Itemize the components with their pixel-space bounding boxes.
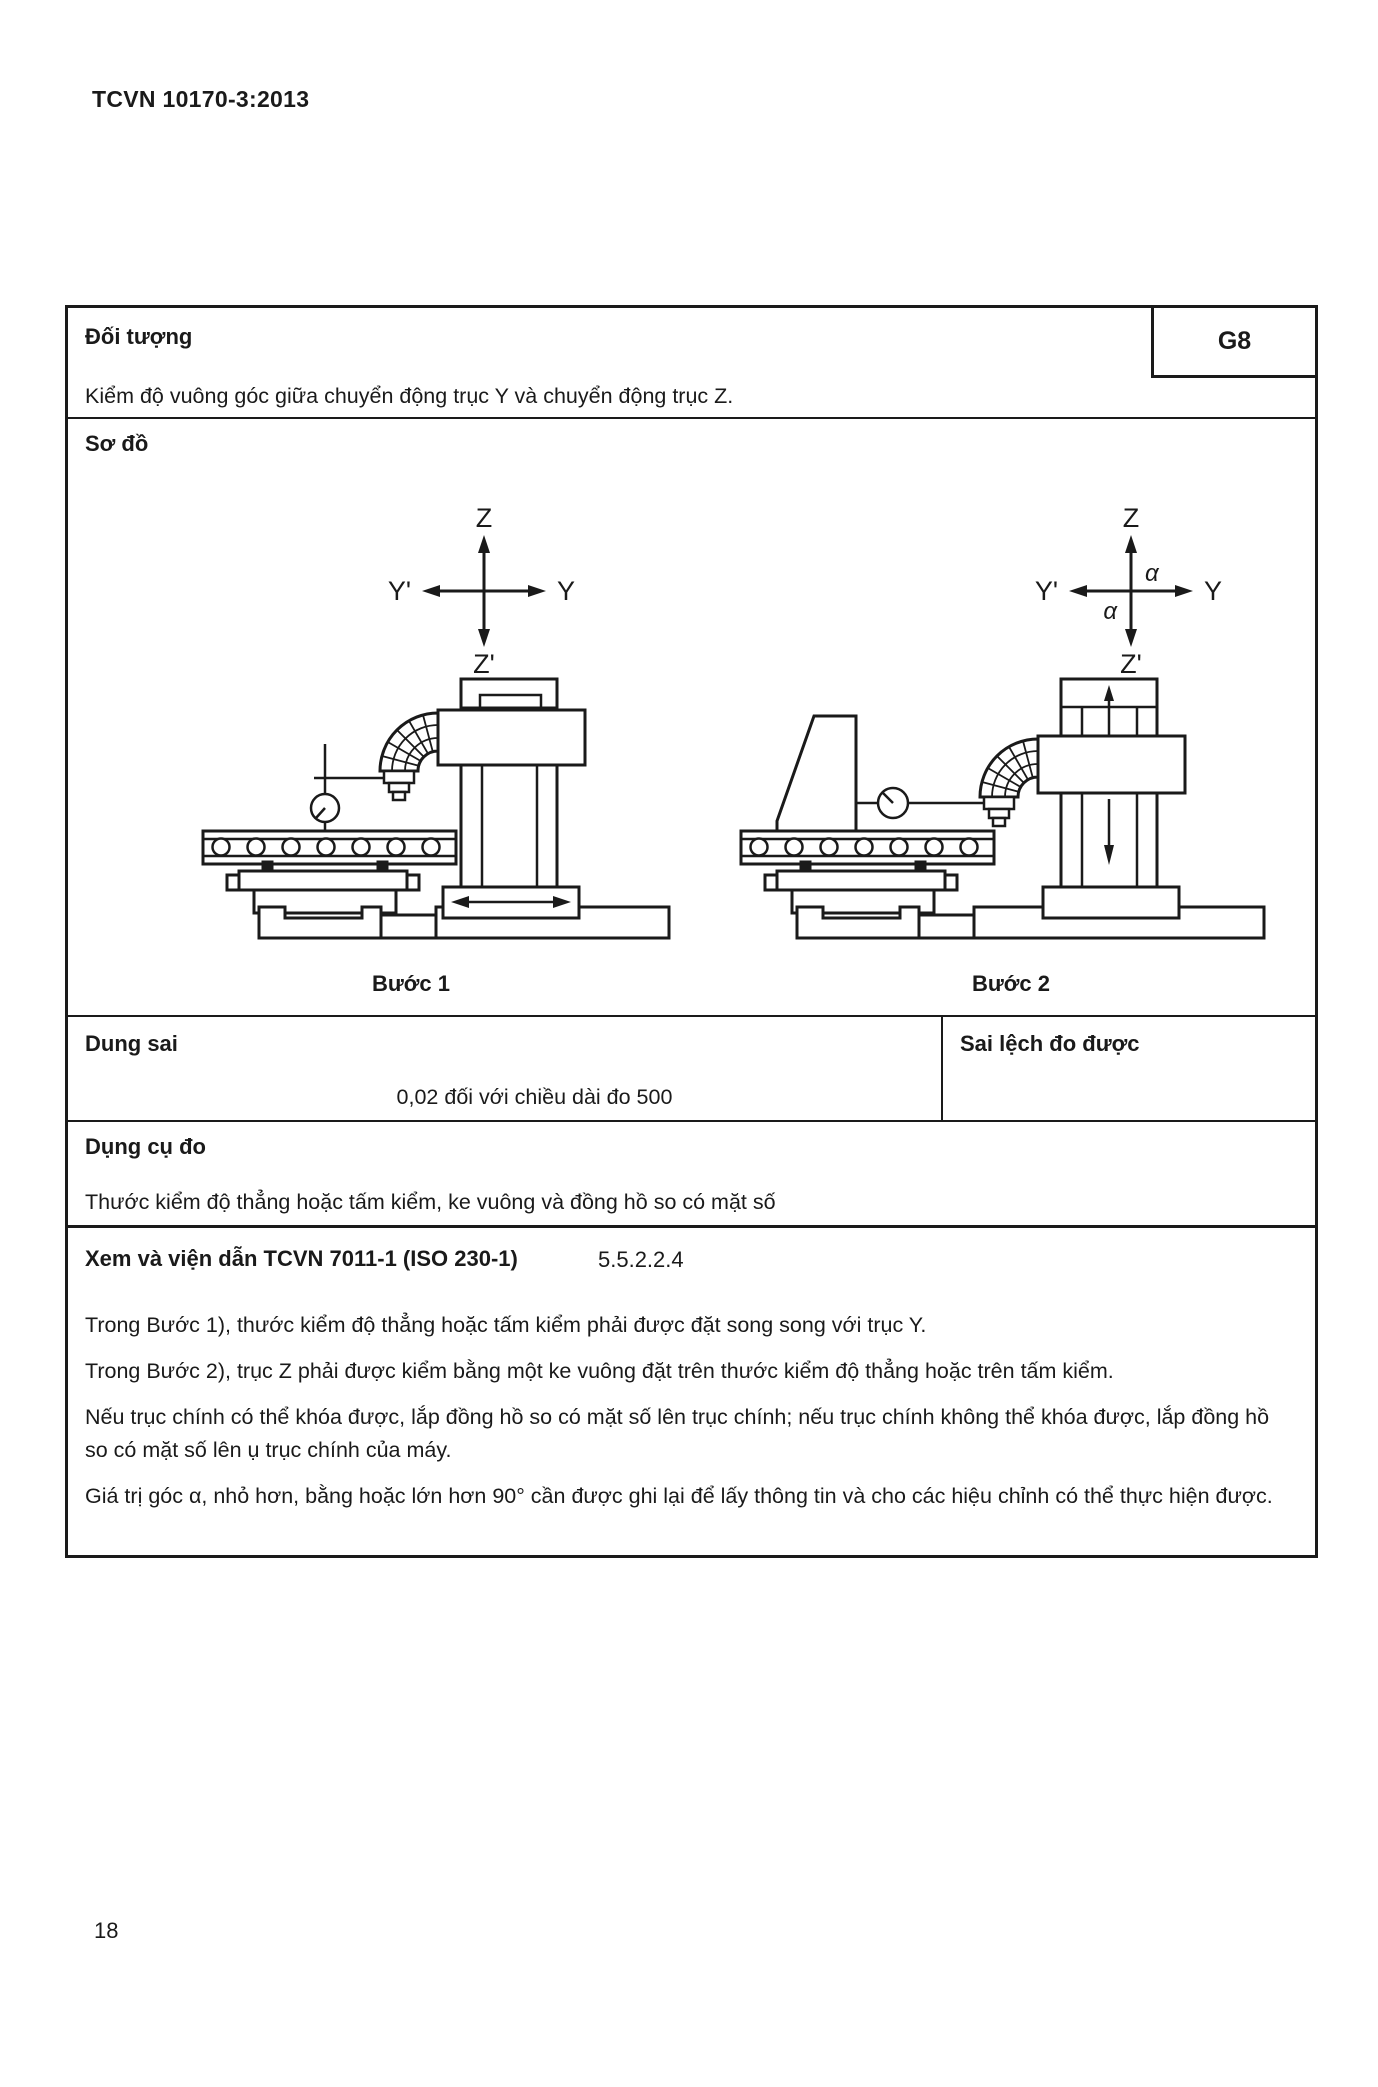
- axes-cross: [422, 535, 546, 647]
- headstock: [1038, 736, 1185, 793]
- observation-paragraph: Trong Bước 2), trục Z phải được kiểm bằng một ke vuông đặt trên thước kiểm độ thẳng hoặc trên tấm kiểm.: [85, 1359, 1114, 1383]
- observation-paragraph: Trong Bước 1), thước kiểm độ thẳng hoặc tấm kiểm phải được đặt song song với trục Y.: [85, 1313, 927, 1337]
- reference-label: Xem và viện dẫn TCVN 7011-1 (ISO 230-1): [85, 1246, 518, 1271]
- axis-arrow-left: [422, 585, 440, 597]
- instruments-label: Dụng cụ đo: [85, 1134, 206, 1159]
- axis-label-z-prime: Z': [1120, 649, 1142, 679]
- square-gauge: [777, 716, 856, 831]
- axis-arrow-right: [1175, 585, 1193, 597]
- diagram-row: [68, 419, 1315, 1017]
- column-cap: [461, 679, 557, 708]
- pedestal-tab: [765, 875, 777, 890]
- axis-label-z: Z: [475, 503, 493, 533]
- machine-diagram-step2: [721, 501, 1301, 971]
- object-label: Đối tượng: [85, 324, 193, 349]
- instruments-text: Thước kiểm độ thẳng hoặc tấm kiểm, ke vuông và đồng hồ so có mặt số: [85, 1190, 776, 1214]
- axis-label-y: Y: [557, 576, 576, 606]
- reference-clause: 5.5.2.2.4: [598, 1247, 684, 1272]
- machine-step2: [741, 679, 1264, 938]
- axis-arrow-right: [528, 585, 546, 597]
- axis-arrow-left: [1069, 585, 1087, 597]
- observation-paragraph: Nếu trục chính có thể khóa được, lắp đồng hồ so có mặt số lên trục chính; nếu trục chính không thể khóa được, lắp đồng hồ so có mặt số lên ụ trục chính của máy.: [85, 1405, 1270, 1462]
- observations-section: [68, 1294, 1315, 1555]
- machine-diagram-step1: [121, 501, 701, 971]
- spindle-nozzle: [384, 771, 414, 783]
- spindle-nozzle: [984, 797, 1014, 809]
- step2-caption: Bước 2: [971, 971, 1051, 996]
- alpha-label-upper: α: [1145, 560, 1159, 587]
- object-description: Kiểm độ vuông góc giữa chuyển động trục Y và chuyển động trục Z.: [85, 384, 734, 408]
- tolerance-row: [68, 1017, 1315, 1122]
- axis-label-y-prime: Y': [387, 576, 411, 606]
- object-row: [68, 308, 1315, 419]
- page-number: 18: [94, 1918, 119, 1943]
- headstock: [438, 710, 585, 765]
- base-connector: [919, 915, 979, 938]
- diagram-step1: [121, 501, 701, 976]
- observation-paragraph: Giá trị góc α, nhỏ hơn, bằng hoặc lớn hơn 90° cần được ghi lại để lấy thông tin và cho các hiệu chỉnh có thể thực hiện được.: [85, 1484, 1273, 1508]
- axis-arrow-up: [478, 535, 490, 553]
- test-card-table: [65, 305, 1318, 1558]
- tolerance-value: 0,02 đối với chiều dài đo 500: [396, 1085, 673, 1109]
- axis-arrow-down: [478, 629, 490, 647]
- pedestal-plate: [777, 871, 945, 890]
- pedestal-tab: [945, 875, 957, 890]
- diagram-step2: [721, 501, 1301, 976]
- step1-caption: Bước 1: [371, 971, 451, 996]
- pedestal-plate: [239, 871, 407, 890]
- axis-arrow-up: [1125, 535, 1137, 553]
- reference-row: [68, 1228, 1315, 1294]
- base-connector: [381, 915, 441, 938]
- axis-arrow-down: [1125, 629, 1137, 647]
- spindle-nozzle: [389, 783, 409, 792]
- spindle-nozzle: [393, 792, 405, 800]
- axes-cross: [1069, 535, 1193, 647]
- axis-label-y: Y: [1204, 576, 1223, 606]
- pedestal-tab: [227, 875, 239, 890]
- test-code-badge: G8: [1151, 308, 1315, 378]
- machine-step1: [203, 679, 669, 938]
- pedestal-tab: [407, 875, 419, 890]
- document-code: TCVN 10170-3:2013: [92, 86, 310, 112]
- deviation-cell: [943, 1017, 1315, 1120]
- tolerance-cell: [68, 1017, 943, 1120]
- diagram-label: Sơ đồ: [85, 431, 149, 456]
- column-saddle: [1043, 887, 1179, 918]
- instruments-row: [68, 1122, 1315, 1228]
- spindle-nozzle: [993, 818, 1005, 826]
- tolerance-label: Dung sai: [85, 1031, 178, 1056]
- spindle-nozzle: [989, 809, 1009, 818]
- deviation-label: Sai lệch đo được: [960, 1031, 1140, 1056]
- axis-label-z: Z: [1122, 503, 1140, 533]
- axis-label-y-prime: Y': [1034, 576, 1058, 606]
- alpha-label-lower: α: [1103, 598, 1117, 625]
- axis-label-z-prime: Z': [473, 649, 495, 679]
